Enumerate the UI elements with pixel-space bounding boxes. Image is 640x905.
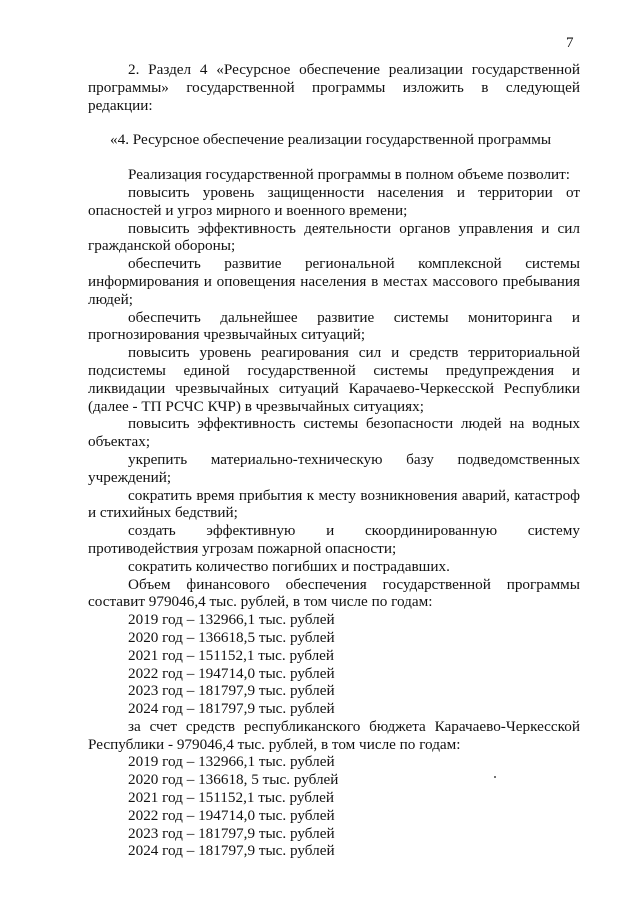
scan-speck xyxy=(494,776,496,778)
regional-budget-line: за счет средств республиканского бюджета Карачаево-Черкесской xyxy=(128,717,580,735)
funding-total-paragraph: Объем финансового обеспечения государственной программы составит 979046,4 тыс. рублей, в том числе по годам: xyxy=(88,575,580,611)
goal-item: создать эффективную и скоординированную систему противодействия угрозам пожарной опасности; xyxy=(88,522,580,557)
regional-year-line: 2021 год – 151152,1 тыс. рублей xyxy=(128,789,335,807)
funding-year-line: 2021 год – 151152,1 тыс. рублей xyxy=(128,646,335,664)
goal-item: сократить время прибытия к месту возникновения аварий, катастроф и стихийных бедствий; xyxy=(88,486,580,522)
goal-item: повысить эффективность системы безопасности людей на водных объектах; xyxy=(88,415,580,451)
funding-year-line: 2020 год – 136618,5 тыс. рублей xyxy=(128,628,335,646)
funding-year-line: 2024 год – 181797,9 тыс. рублей xyxy=(128,700,335,718)
intro-paragraph: 2. Раздел 4 «Ресурсное обеспечение реализации государственной программы» государственной программы изложить в следующей редакции: xyxy=(88,61,580,114)
goal-item: повысить эффективность деятельности органов управления и сил гражданской обороны; xyxy=(88,219,580,255)
document-body xyxy=(88,61,580,860)
goal-item: повысить уровень реагирования сил и средств территориальной подсистемы единой государственной системы предупреждения и ликвидации чрезвычайных ситуаций Карачаево-Черкесской Республики (далее - ТП РСЧС КЧР) в чрезвычайных ситуациях; xyxy=(88,344,580,415)
goal-item: укрепить материально-техническую базу подведомственных учреждений; xyxy=(88,450,580,486)
page-number: 7 xyxy=(566,35,574,51)
regional-year-line: 2024 год – 181797,9 тыс. рублей xyxy=(128,842,335,860)
funding-year-line: 2019 год – 132966,1 тыс. рублей xyxy=(128,611,335,629)
regional-year-line: 2019 год – 132966,1 тыс. рублей xyxy=(128,753,335,771)
regional-year-line: 2022 год – 194714,0 тыс. рублей xyxy=(128,806,335,824)
regional-year-line: 2020 год – 136618, 5 тыс. рублей xyxy=(128,771,339,789)
regional-budget-line: Республики - 979046,4 тыс. рублей, в том числе по годам: xyxy=(88,735,461,753)
funding-year-line: 2022 год – 194714,0 тыс. рублей xyxy=(128,664,335,682)
goal-item: сократить количество погибших и пострадавших. xyxy=(128,557,450,575)
goal-item: повысить уровень защищенности населения и территории от опасностей и угроз мирного и военного времени; xyxy=(88,183,580,219)
goal-item: обеспечить развитие региональной комплексной системы информирования и оповещения населения в местах массового пребывания людей; xyxy=(88,255,580,308)
funding-year-line: 2023 год – 181797,9 тыс. рублей xyxy=(128,682,335,700)
lead-paragraph: Реализация государственной программы в полном объеме позволит: xyxy=(128,166,571,184)
goal-item: обеспечить дальнейшее развитие системы мониторинга и прогнозирования чрезвычайных ситуаций; xyxy=(88,308,580,344)
regional-year-line: 2023 год – 181797,9 тыс. рублей xyxy=(128,824,335,842)
section-heading: «4. Ресурсное обеспечение реализации государственной программы xyxy=(110,131,552,149)
